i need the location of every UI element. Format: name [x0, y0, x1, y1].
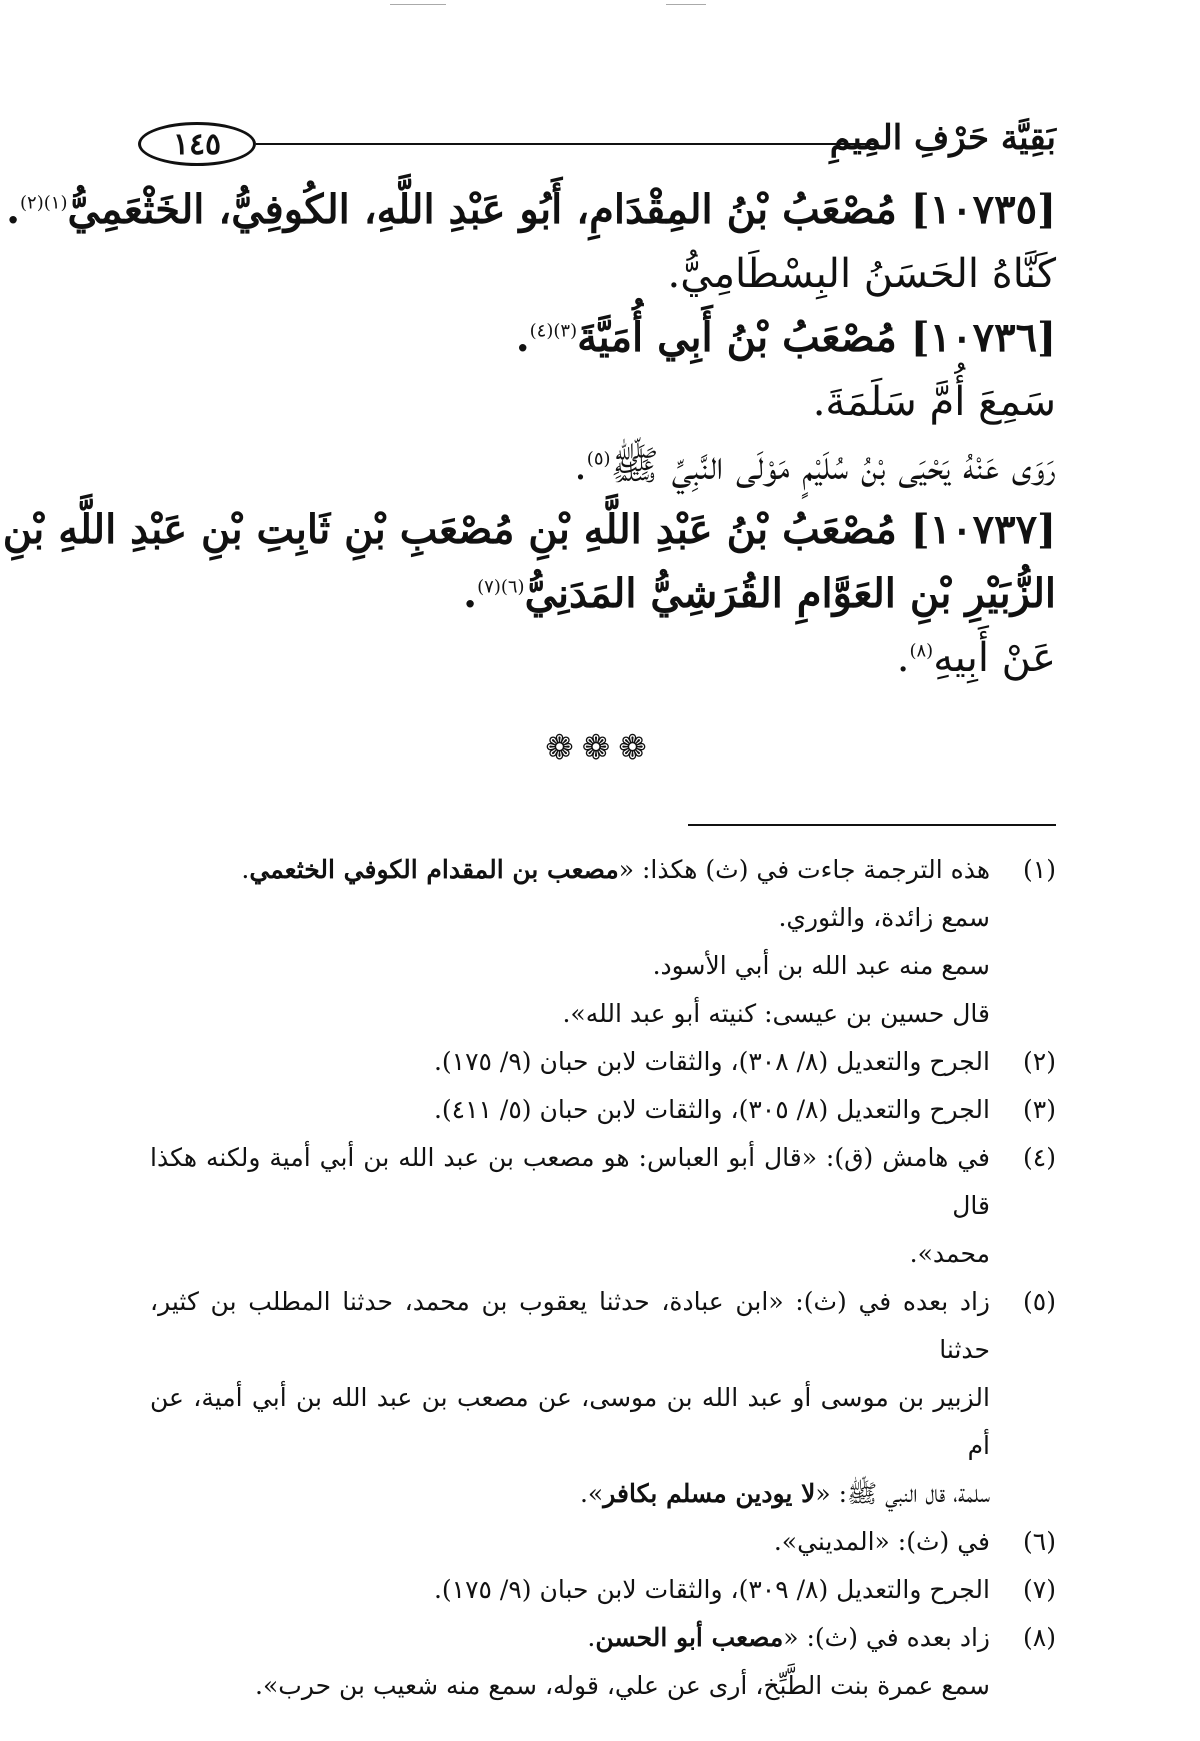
- entry-heading-10736: [١٠٧٣٦] مُصْعَبُ بْنُ أَبِي أُمَيَّةَ$^{(٣)(٤)}$.: [515, 314, 1056, 361]
- page-header: [138, 118, 1056, 170]
- footnote-4: (٤) في هامش (ق): «قال أبو العباس: هو مصعب بن عبد الله بن أبي أمية ولكنه هكذا قال محمد».: [150, 1134, 1056, 1278]
- entry-heading-continuation: الزُّبَيْرِ بْنِ العَوَّامِ القُرَشِيُّ المَدَنِيُّ$^{(٦)(٧)}$.: [463, 570, 1056, 617]
- header-rule: [256, 143, 878, 145]
- footnote-1: (١) هذه الترجمة جاءت في (ث) هكذا: «مصعب بن المقدام الكوفي الخثعمي. سمع زائدة، والثوري. سمع منه عبد الله بن أبي الأسود. قال حسين بن عيسى: كنيته أبو عبد الله».: [150, 846, 1056, 1038]
- footnote-3: (٣) الجرح والتعديل (٨/ ٣٠٥)، والثقات لابن حبان (٥/ ٤١١).: [150, 1086, 1056, 1134]
- footnote-6: (٦) في (ث): «المديني».: [150, 1518, 1056, 1566]
- footnote-number: (٧): [1023, 1575, 1056, 1604]
- main-text: [2, 178, 1056, 690]
- entry-heading-10737: [١٠٧٣٧] مُصْعَبُ بْنُ عَبْدِ اللَّهِ بْنِ مُصْعَبِ بْنِ ثَابِتِ بْنِ عَبْدِ اللَّهِ بْنِ: [2, 506, 1056, 553]
- entry-text: رَوَى عَنْهُ يَحْيَى بْنُ سُلَيْمٍ مَوْلَى النَّبِيِّ ﷺ$^{(٥)}$.: [574, 443, 1056, 489]
- footnote-number: (٦): [1023, 1527, 1056, 1556]
- page-number: ١٤٥: [138, 122, 256, 166]
- footnote-2: (٢) الجرح والتعديل (٨/ ٣٠٨)، والثقات لابن حبان (٩/ ١٧٥).: [150, 1038, 1056, 1086]
- footnote-ref[interactable]: (٦)(٧): [477, 576, 525, 598]
- entry-heading-10735: [١٠٧٣٥] مُصْعَبُ بْنُ المِقْدَامِ، أَبُو عَبْدِ اللَّهِ، الكُوفِيُّ، الخَثْعَمِيُّ$^{(١)(٢)}$.: [6, 186, 1056, 233]
- footnote-number: (٤): [1023, 1143, 1056, 1172]
- top-crop-marks: [0, 0, 1200, 10]
- running-title: بَقِيَّة حَرْفِ المِيمِ: [829, 118, 1056, 158]
- footnote-ref[interactable]: (١)(٢): [20, 192, 68, 214]
- footnote-ref[interactable]: (٨): [909, 640, 934, 662]
- footnote-5: (٥) زاد بعده في (ث): «ابن عبادة، حدثنا يعقوب بن محمد، حدثنا المطلب بن كثير، حدثنا الزبير بن موسى أو عبد الله بن موسى، عن مصعب بن عبد الله بن أبي أمية، عن أم سلمة، قال النبي ﷺ: «لا يودين مسلم بكافر».: [150, 1278, 1056, 1518]
- entry-text: كَنَّاهُ الحَسَنُ البِسْطَامِيُّ.: [667, 251, 1056, 297]
- footnote-number: (٣): [1023, 1095, 1056, 1124]
- footnote-number: (٥): [1023, 1287, 1056, 1316]
- footnote-number: (٢): [1023, 1047, 1056, 1076]
- footnote-8: (٨) زاد بعده في (ث): «مصعب أبو الحسن. سمع عمرة بنت الطَّبِّخ، أرى عن علي، قوله، سمع منه شعيب بن حرب».: [150, 1614, 1056, 1710]
- section-ornament: ❁❁❁: [545, 728, 655, 768]
- footnotes: [150, 846, 1056, 1710]
- footnote-number: (٨): [1023, 1623, 1056, 1652]
- footnote-ref[interactable]: (٥): [586, 448, 611, 470]
- entry-text: عَنْ أَبِيهِ$^{(٨)}$.: [896, 635, 1056, 681]
- entry-text: سَمِعَ أُمَّ سَلَمَةَ.: [812, 379, 1056, 425]
- footnote-number: (١): [1023, 855, 1056, 884]
- footnote-7: (٧) الجرح والتعديل (٨/ ٣٠٩)، والثقات لابن حبان (٩/ ١٧٥).: [150, 1566, 1056, 1614]
- footnote-ref[interactable]: (٣)(٤): [529, 320, 578, 342]
- footnote-separator: [688, 824, 1056, 826]
